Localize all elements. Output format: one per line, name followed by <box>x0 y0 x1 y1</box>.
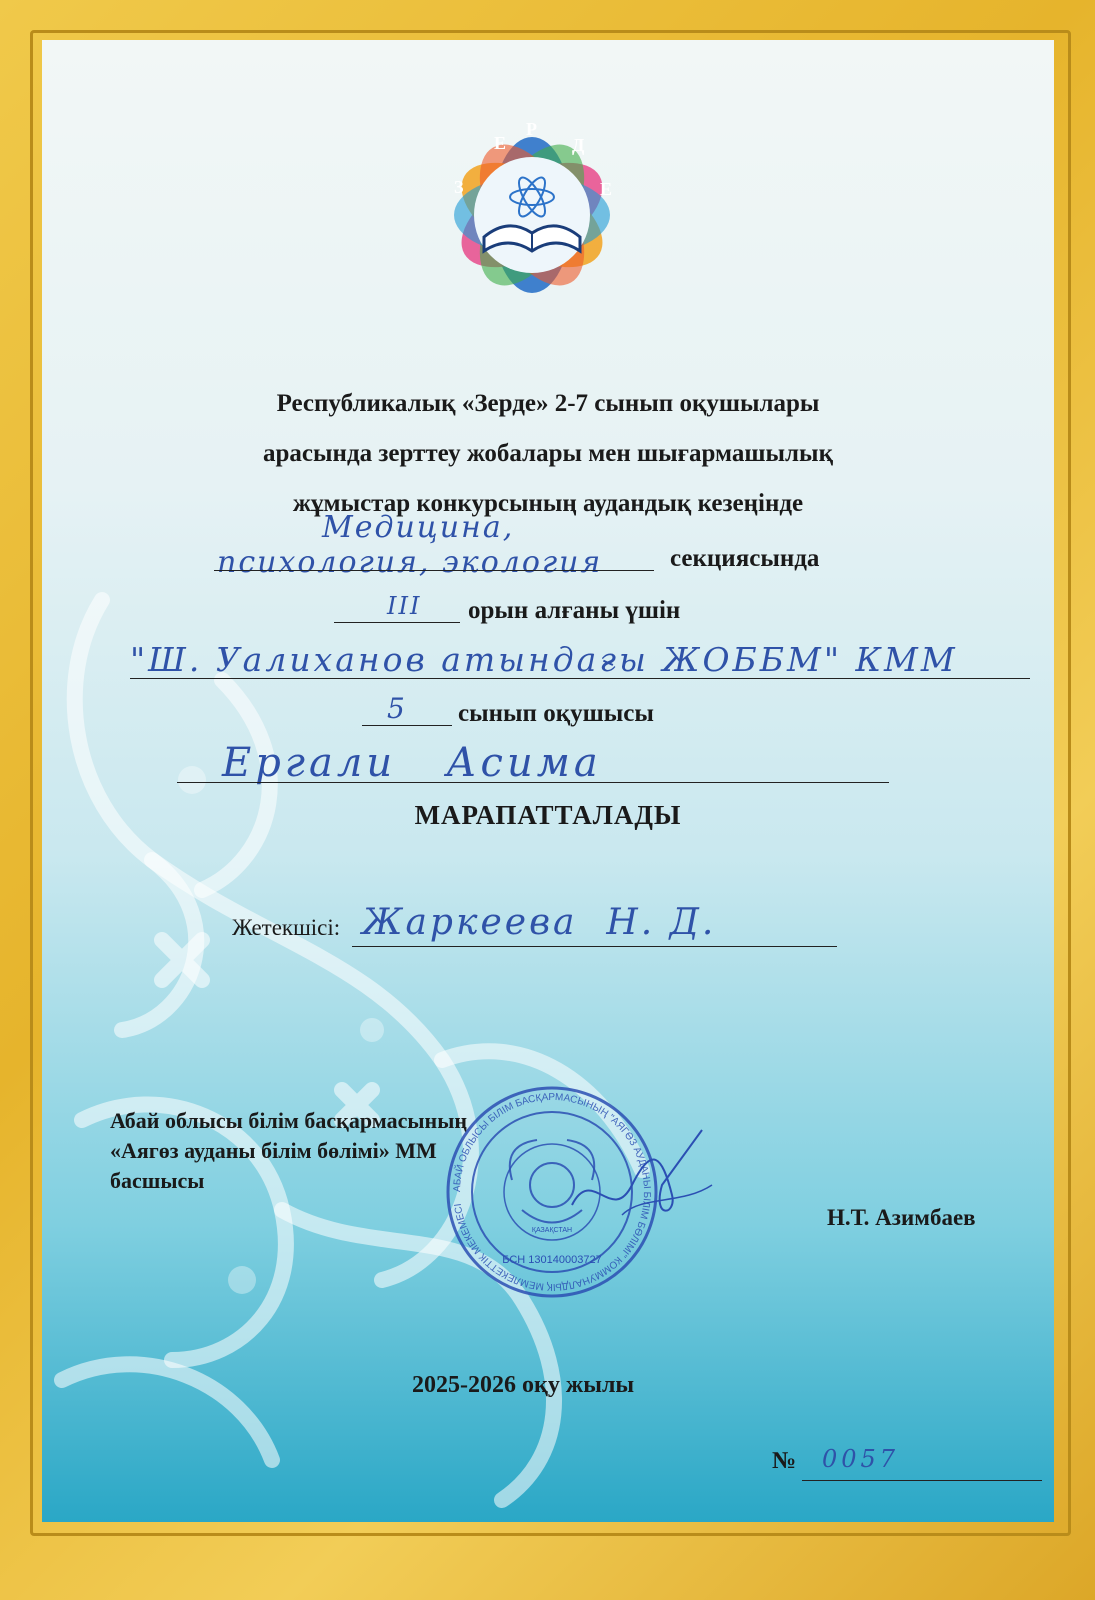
signature-icon <box>562 1125 722 1245</box>
stamp-ring-text: АБАЙ ОБЛЫСЫ БІЛІМ БАСҚАРМАСЫНЫҢ "АЯГӨЗ АУДАНЫ БІЛІМ БӨЛІМІ" КОММУНАЛДЫҚ МЕМЛЕКЕТТІК МЕКЕМЕСІ <box>451 1091 653 1293</box>
logo-letter: З <box>454 177 464 197</box>
svg-text:Е: Е <box>494 133 507 153</box>
title-line-1: Республикалық «Зерде» 2-7 сынып оқушылары <box>276 390 820 417</box>
number-underline <box>802 1480 1042 1481</box>
stamp-bin: БСН 130140003727 <box>502 1254 602 1266</box>
grade-underline <box>362 725 452 726</box>
signatory-line-2: «Аягөз ауданы білім бөлімі» ММ <box>110 1138 437 1163</box>
number-label: № <box>772 1448 797 1474</box>
section-handwritten-2: психология, экология <box>217 545 603 580</box>
certificate-sheet <box>42 40 1054 1522</box>
student-underline <box>177 782 889 783</box>
student-handwritten: Ергали Асима <box>222 740 602 786</box>
supervisor-handwritten: Жаркеева Н. Д. <box>362 902 717 943</box>
svg-text:Е: Е <box>600 179 613 199</box>
title-line-3: жұмыстар конкурсының аудандық кезеңінде <box>292 490 804 517</box>
signatory-name: Н.Т. Азимбаев <box>827 1205 976 1230</box>
svg-text:Р: Р <box>526 119 537 139</box>
section-handwritten-1: Медицина, <box>322 510 515 545</box>
number-handwritten: 0057 <box>822 1445 900 1473</box>
school-handwritten: "Ш. Уалиханов атындағы ЖОББМ" КММ <box>130 640 958 679</box>
award-text: МАРАПАТТАЛАДЫ <box>414 800 682 830</box>
place-underline <box>334 622 460 623</box>
signatory-line-1: Абай облысы білім басқармасының <box>110 1108 468 1133</box>
academic-year: 2025-2026 оқу жылы <box>412 1372 635 1398</box>
zerde-logo-icon <box>422 110 642 320</box>
signatory-line-3: басшысы <box>110 1168 205 1193</box>
grade-handwritten: 5 <box>387 692 407 725</box>
supervisor-underline <box>352 946 837 947</box>
supervisor-label: Жетекшісі: <box>232 915 341 940</box>
grade-suffix: сынып оқушысы <box>458 700 654 727</box>
svg-text:Д: Д <box>572 135 585 155</box>
stamp-center: ҚАЗАҚСТАН <box>531 1227 573 1234</box>
school-underline <box>130 678 1030 679</box>
place-handwritten: III <box>387 592 422 620</box>
place-suffix: орын алғаны үшін <box>468 597 681 624</box>
title-line-2: арасында зерттеу жобалары мен шығармашылық <box>263 440 833 467</box>
section-underline <box>214 570 654 571</box>
section-suffix: секциясында <box>670 545 820 572</box>
